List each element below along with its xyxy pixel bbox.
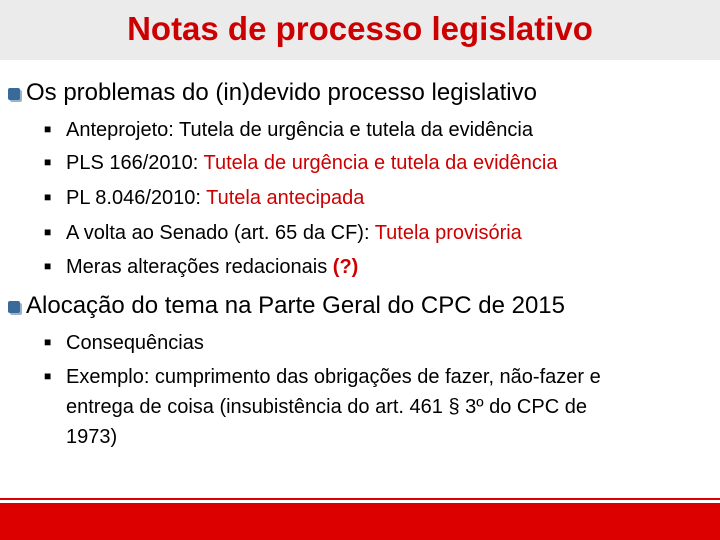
list-item [44,364,601,392]
footer-divider [0,498,720,500]
checkbox-bullet-icon [8,301,20,313]
footer-bar [0,503,720,540]
list-item-text: A volta ao Senado (art. 65 da CF): [66,222,375,244]
list-item-text: Anteprojeto: Tutela de urgência e tutela da evidência [66,119,533,141]
section-heading-text: Os problemas do (in)devido processo legislativo [26,79,537,106]
list-item-text: PLS 166/2010: [66,152,204,174]
square-bullet-icon: ■ [44,190,52,204]
checkbox-bullet-icon [8,88,20,100]
slide-title: Notas de processo legislativo [127,10,593,47]
square-bullet-icon: ■ [44,122,52,136]
list-item [44,254,358,282]
square-bullet-icon: ■ [44,225,52,239]
list-item [44,220,522,248]
list-item-text: Exemplo: cumprimento das obrigações de fazer, não-fazer e [66,366,601,388]
square-bullet-icon: ■ [44,155,52,169]
square-bullet-icon: ■ [44,259,52,273]
list-item-text: Meras alterações redacionais [66,256,333,278]
section-heading-text: Alocação do tema na Parte Geral do CPC de 2015 [26,292,565,319]
list-item-continuation: entrega de coisa (insubistência do art. 461 § 3º do CPC de [66,396,587,418]
list-item-highlight: Tutela de urgência e tutela da evidência [203,152,558,174]
list-item-highlight: Tutela provisória [374,222,522,244]
list-item-text: Consequências [66,332,204,354]
list-item [44,150,557,178]
list-item [44,185,364,213]
list-item [44,117,533,145]
section-heading [8,78,537,108]
list-item [44,330,204,358]
section-heading [8,291,565,321]
list-item-text: PL 8.046/2010: [66,187,207,209]
square-bullet-icon: ■ [44,369,52,383]
square-bullet-icon: ■ [44,335,52,349]
list-item-highlight: Tutela antecipada [206,187,365,209]
list-item-continuation: 1973) [66,426,118,448]
list-item-highlight: (?) [332,256,359,278]
